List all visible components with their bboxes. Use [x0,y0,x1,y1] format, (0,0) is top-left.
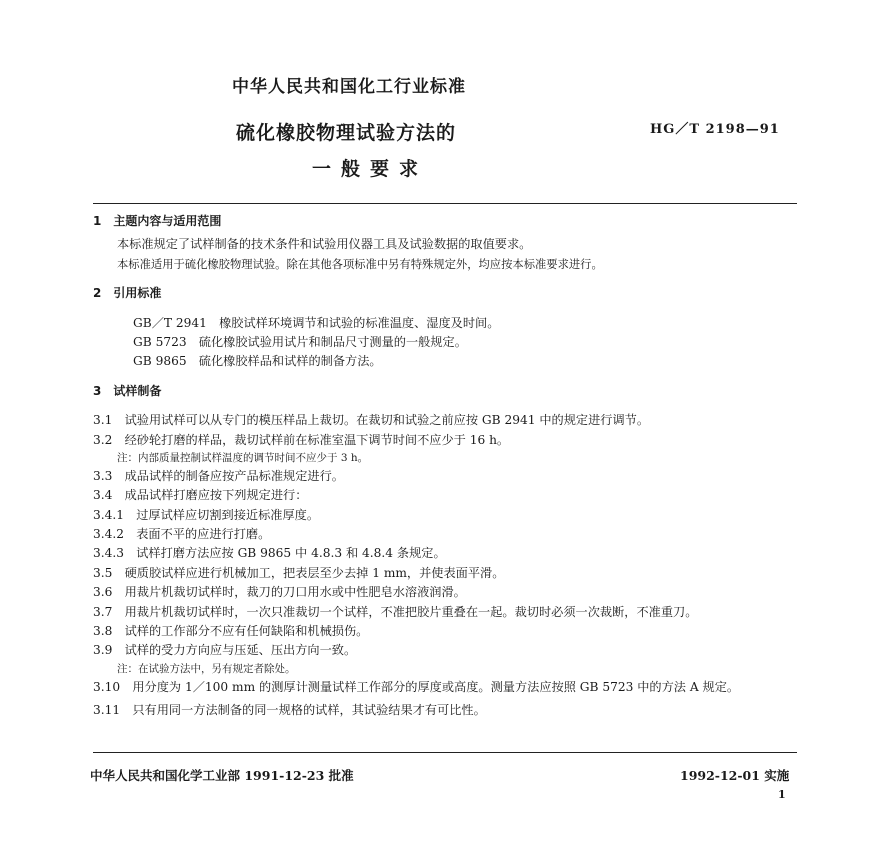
clause: 3.4.2 表面不平的应进行打磨。 [93,527,271,542]
paragraph: 本标准适用于硫化橡胶物理试验。除在其他各项标准中另有特殊规定外，均应按本标准要求进行。 [117,257,603,271]
section-heading: 3 试样制备 [93,383,162,398]
paragraph: 本标准规定了试样制备的技术条件和试验用仪器工具及试验数据的取值要求。 [117,237,532,252]
reference-item: GB 5723 硫化橡胶试验用试片和制品尺寸测量的一般规定。 [133,334,467,349]
clause: 3.9 试样的受力方向应与压延、压出方向一致。 [93,643,357,658]
clause: 3.4.3 试样打磨方法应按 GB 9865 中 4.8.3 和 4.8.4 条规定。 [93,546,446,561]
clause: 3.2 经砂轮打磨的样品，裁切试样前在标准室温下调节时间不应少于 16 h。 [93,432,510,447]
footer-divider [93,752,797,753]
clause: 3.8 试样的工作部分不应有任何缺陷和机械损伤。 [93,624,369,639]
clause: 3.1 试验用试样可以从专门的模压样品上裁切。在裁切和试验之前应按 GB 2941 中的规定进行调节。 [93,413,650,428]
section-heading: 2 引用标准 [93,286,162,301]
clause: 3.11 只有用同一方法制备的同一规格的试样，其试验结果才有可比性。 [93,703,486,718]
clause: 3.4 成品试样打磨应按下列规定进行： [93,488,308,503]
note: 注：内部质量控制试样温度的调节时间不应少于 3 h。 [117,451,369,464]
implementation-date: 1992-12-01 实施 [680,768,790,783]
standard-code: HG／T 2198—91 [650,122,780,137]
section-heading: 1 主题内容与适用范围 [93,214,222,228]
document-title-line2: 一般要求 [312,158,429,180]
reference-item: GB／T 2941 橡胶试样环境调节和试验的标准温度、湿度及时间。 [133,315,500,330]
header-divider [93,203,797,204]
page-number: 1 [778,788,786,801]
note: 注：在试验方法中，另有规定者除处。 [117,662,296,675]
issuing-organization: 中华人民共和国化工行业标准 [232,77,466,97]
approval-statement: 中华人民共和国化学工业部 1991-12-23 批准 [90,768,354,783]
clause: 3.10 用分度为 1／100 mm 的测厚计测量试样工作部分的厚度或高度。测量方法应按照 GB 5723 中的方法 A 规定。 [93,679,740,694]
document-body [93,212,805,721]
clause: 3.3 成品试样的制备应按产品标准规定进行。 [93,468,344,483]
clause: 3.5 硬质胶试样应进行机械加工，把表层至少去掉 1 mm，并使表面平滑。 [93,565,505,580]
reference-item: GB 9865 硫化橡胶样品和试样的制备方法。 [133,354,382,369]
clause: 3.4.1 过厚试样应切割到接近标准厚度。 [93,507,320,522]
document-title-line1: 硫化橡胶物理试验方法的 [236,122,457,144]
clause: 3.7 用裁片机裁切试样时，一次只准裁切一个试样，不准把胶片重叠在一起。裁切时必须一次裁断，不准重刀。 [93,604,698,619]
clause: 3.6 用裁片机裁切试样时，裁刀的刀口用水或中性肥皂水溶液润滑。 [93,585,466,600]
